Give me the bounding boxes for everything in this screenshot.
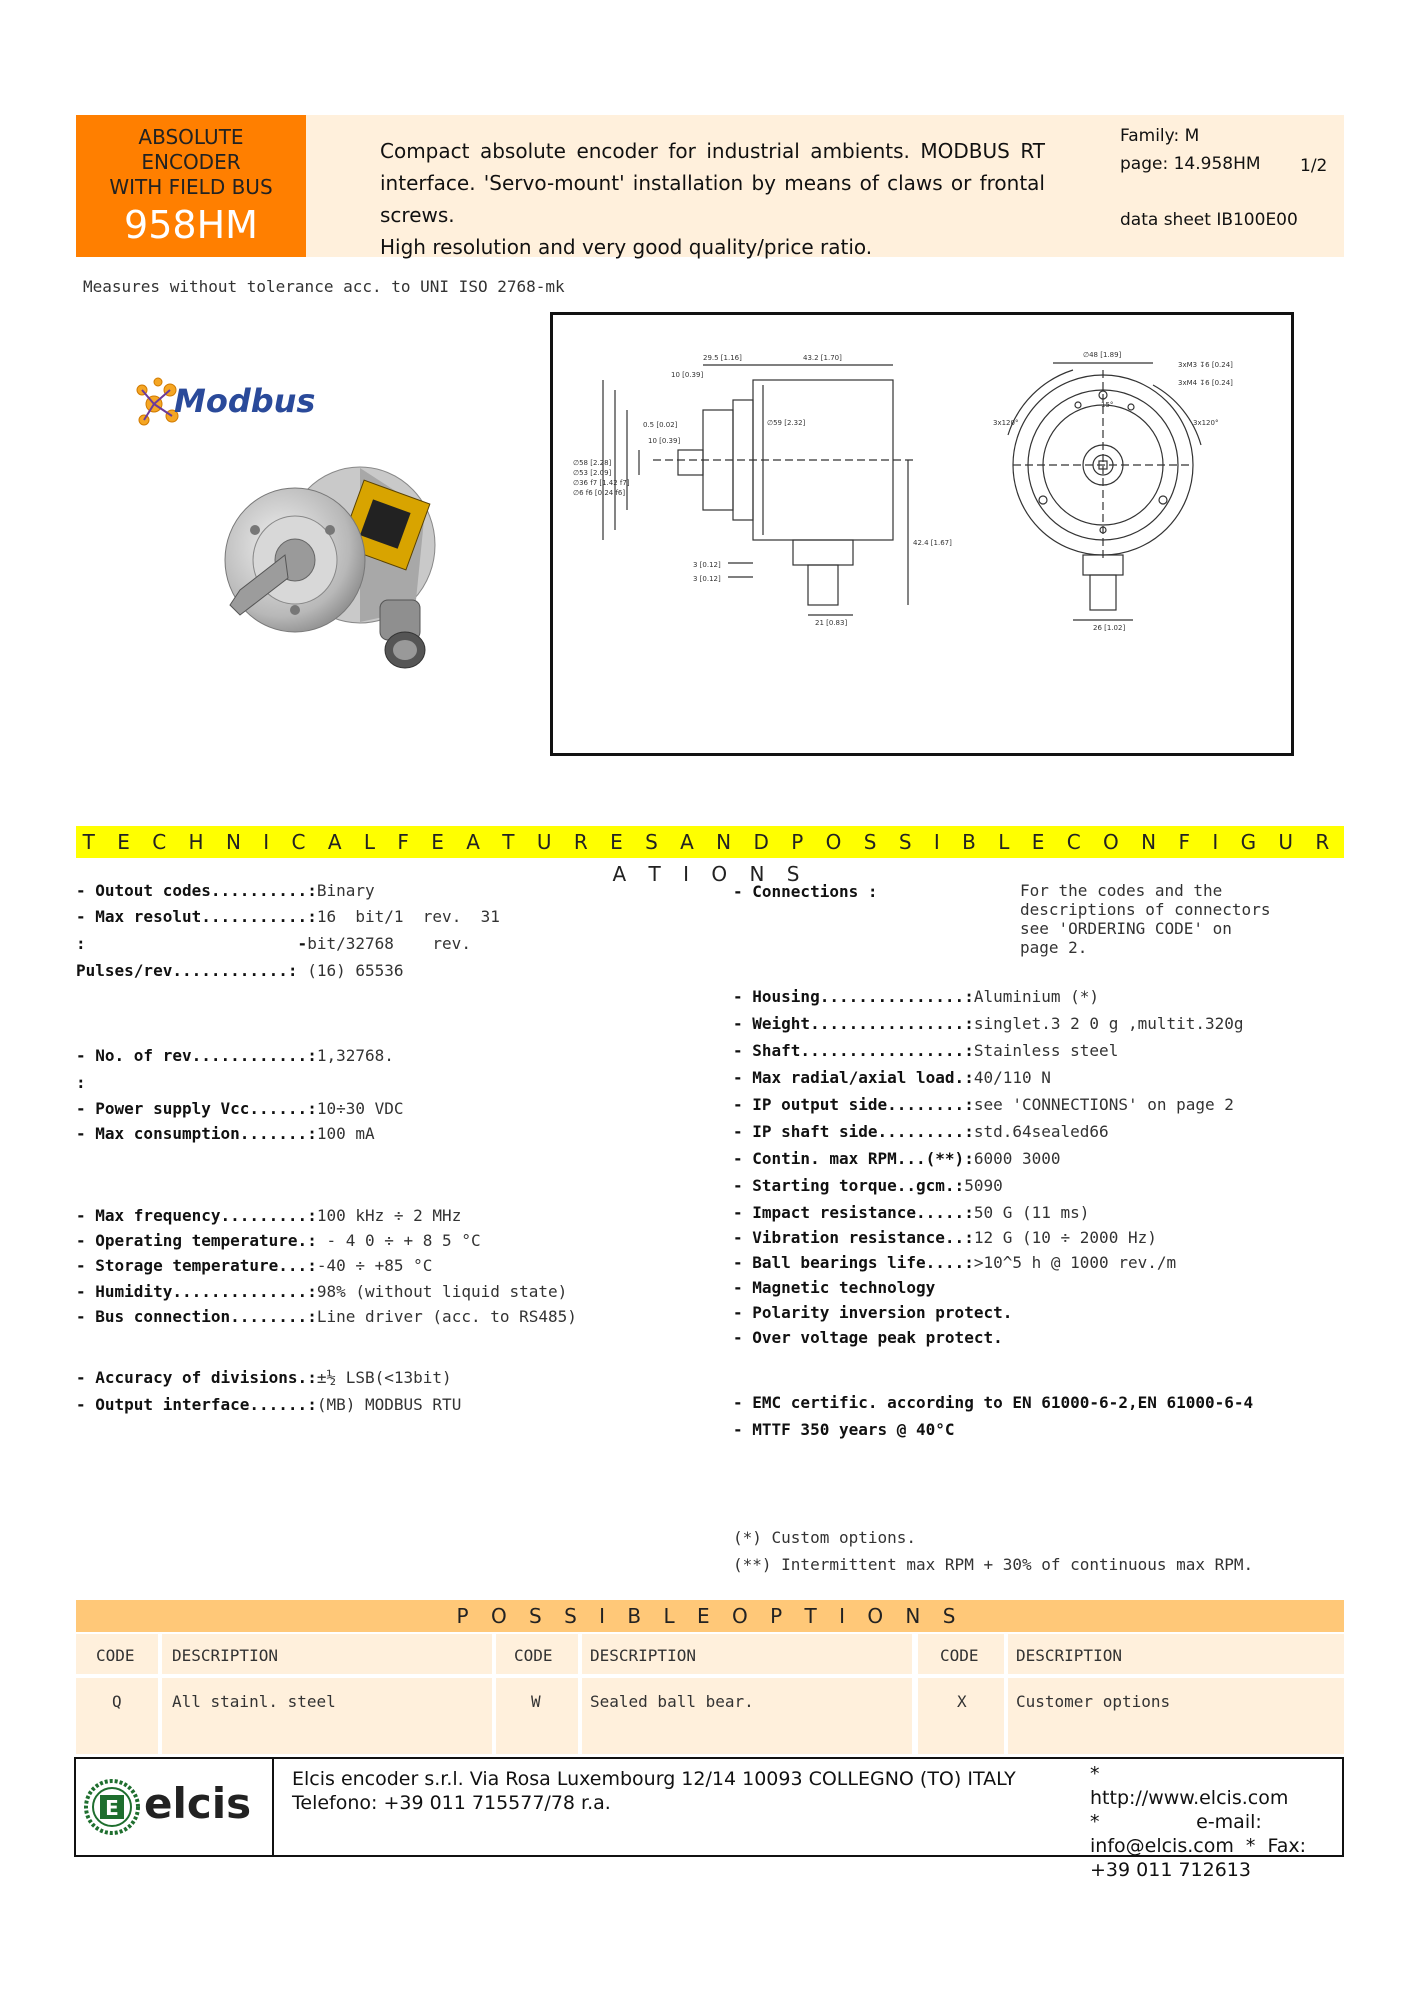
spec-row	[76, 1099, 404, 1119]
spec-row	[76, 1256, 432, 1276]
option-code: Q	[76, 1678, 158, 1754]
dim-15deg: 15°	[1101, 401, 1114, 409]
header-line-3: WITH FIELD BUS	[109, 175, 273, 199]
option-description: Customer options	[1008, 1678, 1344, 1754]
spec-label: - Accuracy of divisions.:	[76, 1368, 317, 1387]
spec-label: - Magnetic technology	[733, 1278, 936, 1297]
spec-value: std.64sealed66	[973, 1122, 1109, 1141]
spec-label: - Humidity..............:	[76, 1282, 317, 1301]
header-info-block	[1108, 115, 1344, 257]
dim-42-4: 42.4 [1.67]	[913, 539, 952, 547]
spec-row	[76, 881, 375, 901]
spec-row	[76, 1124, 375, 1144]
spec-row	[76, 1231, 481, 1251]
spec-row	[733, 1149, 1061, 1169]
header-line-2: ENCODER	[141, 150, 241, 174]
spec-label: - Power supply Vcc......:	[76, 1099, 317, 1118]
spec-row	[76, 1395, 461, 1415]
header-description	[380, 135, 1045, 263]
dim-26: 26 [1.02]	[1093, 624, 1126, 632]
elcis-emblem-icon	[82, 1777, 142, 1837]
note-line: (**) Intermittent max RPM + 30% of continuous max RPM.	[733, 1555, 1254, 1574]
spec-label: - Max resolut...........:	[76, 907, 317, 926]
model-number: 958HM	[124, 203, 258, 247]
spec-row	[76, 1368, 452, 1388]
header-title-block	[76, 115, 306, 257]
spec-row	[733, 1228, 1157, 1248]
spec-value: 100 kHz ÷ 2 MHz	[316, 1206, 462, 1225]
spec-value: 5090	[964, 1176, 1003, 1195]
dim-48: ∅48 [1.89]	[1083, 351, 1122, 359]
option-code: W	[496, 1678, 578, 1754]
spec-value: singlet.3 2 0 g ,multit.320g	[973, 1014, 1244, 1033]
spec-label: - IP output side........:	[733, 1095, 974, 1114]
spec-label: - Polarity inversion protect.	[733, 1303, 1013, 1322]
spec-label: - Max consumption.......:	[76, 1124, 317, 1143]
spec-value: 1,32768.	[316, 1046, 394, 1065]
modbus-logo-text: Modbus	[174, 382, 316, 420]
dim-36: ∅36 f7 [1.42 f7]	[573, 479, 630, 487]
spec-label: - Contin. max RPM...(**):	[733, 1149, 974, 1168]
spec-row	[733, 987, 1099, 1007]
elcis-logo	[76, 1759, 274, 1855]
note-line: (*) Custom options.	[733, 1528, 917, 1547]
spec-row	[733, 1328, 1003, 1348]
spec-row	[76, 1046, 394, 1066]
spec-label: - Impact resistance.....:	[733, 1203, 974, 1222]
spec-value: see 'CONNECTIONS' on page 2	[973, 1095, 1234, 1114]
spec-value: (MB) MODBUS RTU	[316, 1395, 462, 1414]
footer-email-link[interactable]: info@elcis.com * Fax:	[1090, 1835, 1306, 1857]
dim-0-5: 0.5 [0.02]	[643, 421, 678, 429]
spec-row	[733, 1303, 1012, 1323]
spec-value: -40 ÷ +85 °C	[316, 1256, 433, 1275]
spec-label: - Operating temperature.:	[76, 1231, 317, 1250]
spec-row	[76, 907, 500, 927]
tech-features-title: T E C H N I C A L F E A T U R E S A N D P O S S I B L E C O N F I G U R A T I O N S	[76, 826, 1344, 858]
elcis-emblem-letter: E	[105, 1796, 119, 1820]
technical-drawing	[550, 312, 1294, 756]
connections-line: page 2.	[1020, 938, 1088, 957]
dim-58: ∅58 [2.28]	[573, 459, 612, 467]
spec-label: - Outout codes..........:	[76, 881, 317, 900]
encoder-image-icon	[200, 450, 450, 690]
modbus-logo	[134, 374, 354, 434]
spec-row	[76, 1307, 577, 1327]
page-label: page: 14.958HM	[1120, 154, 1261, 174]
dim-3b: 3 [0.12]	[693, 575, 721, 583]
option-description: Sealed ball bear.	[582, 1678, 912, 1754]
spec-value: ±½ LSB(<13bit)	[316, 1368, 452, 1387]
options-code-header: CODE	[76, 1634, 158, 1674]
spec-label: - Starting torque..gcm.:	[733, 1176, 965, 1195]
spec-value: 100 mA	[316, 1124, 375, 1143]
spec-label: - Ball bearings life....:	[733, 1253, 974, 1272]
spec-row	[733, 1278, 935, 1298]
encoder-photo	[200, 450, 450, 690]
spec-label: - Shaft.................:	[733, 1041, 974, 1060]
spec-value: 40/110 N	[973, 1068, 1051, 1087]
spec-value: 98% (without liquid state)	[316, 1282, 568, 1301]
footer-fax: +39 011 712613	[1090, 1859, 1251, 1881]
spec-value: Binary	[316, 881, 375, 900]
header-description-block	[306, 115, 1108, 257]
spec-value: 50 G (11 ms)	[973, 1203, 1090, 1222]
family-label: Family: M	[1120, 126, 1200, 146]
footer-address: Elcis encoder s.r.l. Via Rosa Luxembourg 12/14 10093 COLLEGNO (TO) ITALY	[292, 1768, 1016, 1790]
connections-line: For the codes and the	[1020, 881, 1223, 900]
dim-3a: 3 [0.12]	[693, 561, 721, 569]
spec-label: - Over voltage peak protect.	[733, 1328, 1003, 1347]
spec-value: 6000 3000	[973, 1149, 1061, 1168]
options-title: P O S S I B L E O P T I O N S	[76, 1600, 1344, 1632]
spec-row	[733, 1014, 1244, 1034]
description-2: High resolution and very good quality/price ratio.	[380, 235, 873, 259]
spec-label: - Housing...............:	[733, 987, 974, 1006]
spec-label: - Storage temperature...:	[76, 1256, 317, 1275]
dim-120a: 3x120°	[993, 419, 1019, 427]
options-desc-header: DESCRIPTION	[582, 1634, 912, 1674]
spec-label: - IP shaft side.........:	[733, 1122, 974, 1141]
emc-line: - EMC certific. according to EN 61000-6-2,EN 61000-6-4	[733, 1393, 1254, 1412]
spec-row	[76, 1073, 86, 1093]
spec-label: - No. of rev............:	[76, 1046, 317, 1065]
spec-value: Aluminium (*)	[973, 987, 1100, 1006]
spec-row	[733, 1068, 1051, 1088]
spec-value: 16 bit/1 rev. 31	[316, 907, 500, 926]
footer-phone: Telefono: +39 011 715577/78 r.a.	[292, 1792, 611, 1814]
dim-43-2: 43.2 [1.70]	[803, 354, 842, 362]
spec-row	[76, 934, 471, 954]
contact-bullet: *	[1090, 1763, 1100, 1785]
datasheet-label: data sheet IB100E00	[1120, 210, 1298, 230]
dim-m4: 3xM4 ↧6 [0.24]	[1178, 379, 1233, 387]
spec-row	[733, 1203, 1089, 1223]
spec-value: >10^5 h @ 1000 rev./m	[973, 1253, 1177, 1272]
spec-row	[76, 961, 404, 981]
footer-address-block	[292, 1767, 1016, 1815]
drawing-svg	[553, 315, 1291, 753]
dim-53: ∅53 [2.09]	[573, 469, 612, 477]
dim-10a: 10 [0.39]	[671, 371, 704, 379]
options-desc-header: DESCRIPTION	[162, 1634, 492, 1674]
dim-m3: 3xM3 ↧6 [0.24]	[1178, 361, 1233, 369]
spec-row	[733, 1176, 1003, 1196]
connections-label: - Connections :	[733, 882, 878, 901]
spec-value: 10÷30 VDC	[316, 1099, 404, 1118]
dim-29-5: 29.5 [1.16]	[703, 354, 742, 362]
mttf-line: - MTTF 350 years @ 40°C	[733, 1420, 955, 1439]
spec-label: - Max frequency.........:	[76, 1206, 317, 1225]
spec-label: - Vibration resistance..:	[733, 1228, 974, 1247]
dim-6: ∅6 f6 [0.24 f6]	[573, 489, 626, 497]
header-line-1: ABSOLUTE	[138, 125, 244, 149]
description-1: Compact absolute encoder for industrial ambients. MODBUS RT interface. 'Servo-mount' installation by means of claws or frontal screws.	[380, 139, 1045, 227]
options-code-header: CODE	[918, 1634, 1004, 1674]
spec-label: : -	[76, 934, 308, 953]
footer-contact	[1090, 1762, 1320, 1882]
connections-line: see 'ORDERING CODE' on	[1020, 919, 1232, 938]
spec-label: Pulses/rev............:	[76, 961, 298, 980]
connections-line: descriptions of connectors	[1020, 900, 1271, 919]
footer-website-link[interactable]: http://www.elcis.com	[1090, 1787, 1289, 1809]
spec-row	[76, 1282, 567, 1302]
spec-value: Line driver (acc. to RS485)	[316, 1307, 577, 1326]
spec-label: - Weight................:	[733, 1014, 974, 1033]
spec-value: (16) 65536	[297, 961, 404, 980]
spec-row	[733, 1122, 1109, 1142]
dim-21: 21 [0.83]	[815, 619, 848, 627]
options-desc-header: DESCRIPTION	[1008, 1634, 1344, 1674]
spec-row	[733, 1253, 1176, 1273]
dim-10b: 10 [0.39]	[648, 437, 681, 445]
dim-120b: 3x120°	[1193, 419, 1219, 427]
contact-email-label: * e-mail:	[1090, 1811, 1262, 1833]
spec-row	[733, 1041, 1118, 1061]
tolerance-note: Measures without tolerance acc. to UNI ISO 2768-mk	[83, 277, 565, 296]
spec-value: bit/32768 rev.	[307, 934, 471, 953]
spec-label: :	[76, 1073, 86, 1092]
spec-row	[733, 1095, 1234, 1115]
spec-value: 12 G (10 ÷ 2000 Hz)	[973, 1228, 1157, 1247]
dim-59: ∅59 [2.32]	[767, 419, 806, 427]
elcis-logo-text: elcis	[144, 1779, 252, 1828]
spec-label: - Output interface......:	[76, 1395, 317, 1414]
spec-value: Stainless steel	[973, 1041, 1119, 1060]
spec-value: - 4 0 ÷ + 8 5 °C	[316, 1231, 481, 1250]
page-number: 1/2	[1300, 156, 1328, 176]
options-code-header: CODE	[496, 1634, 578, 1674]
spec-label: - Max radial/axial load.:	[733, 1068, 974, 1087]
option-code: X	[918, 1678, 1004, 1754]
spec-label: - Bus connection........:	[76, 1307, 317, 1326]
option-description: All stainl. steel	[162, 1678, 492, 1754]
spec-row	[76, 1206, 461, 1226]
